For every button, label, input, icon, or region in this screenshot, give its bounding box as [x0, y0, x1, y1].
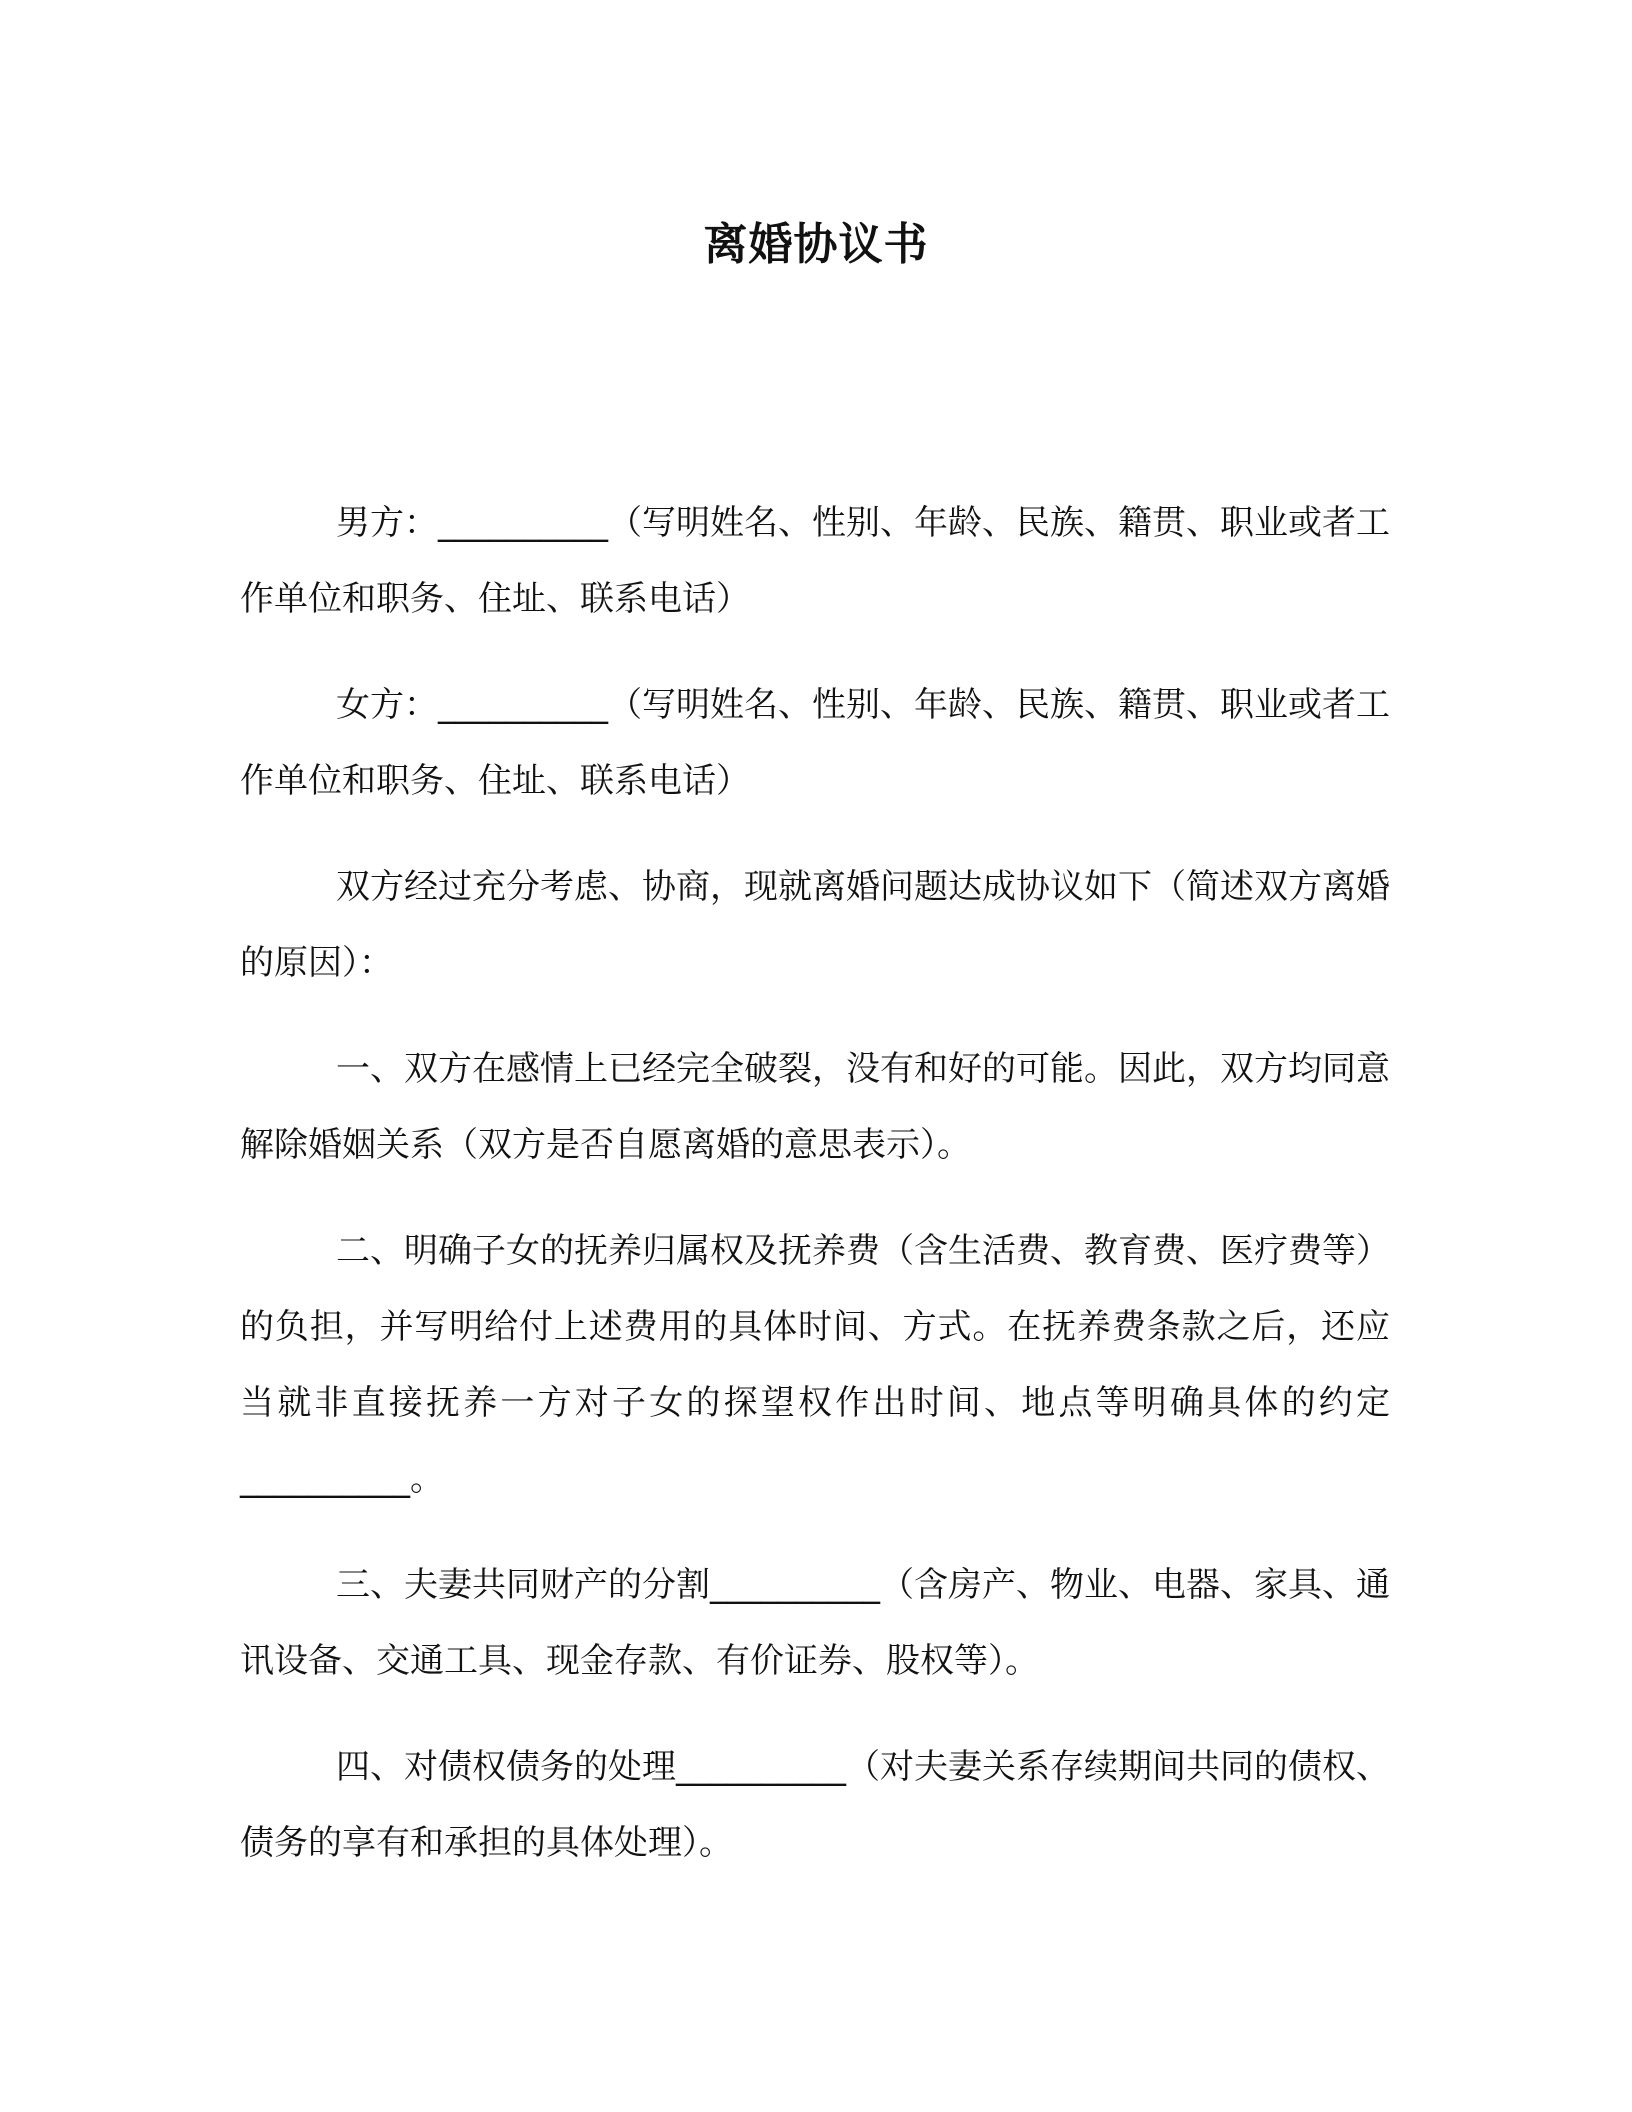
document-title: 离婚协议书 [703, 219, 929, 270]
document-body [240, 485, 1390, 1911]
paragraph-female-party: 女方：__________（写明姓名、性别、年龄、民族、籍贯、职业或者工作单位和职务、住址、联系电话） [240, 685, 1390, 801]
paragraph-clause-2: 二、明确子女的抚养归属权及抚养费（含生活费、教育费、医疗费等）的负担，并写明给付上述费用的具体时间、方式。在抚养费条款之后，还应当就非直接抚养一方对子女的探望权作出时间、地点等明确具体的约定__________。 [240, 1231, 1390, 1499]
paragraph-agreement-intro: 双方经过充分考虑、协商，现就离婚问题达成协议如下（简述双方离婚的原因）： [240, 867, 1390, 983]
paragraph-male-party: 男方：__________（写明姓名、性别、年龄、民族、籍贯、职业或者工作单位和职务、住址、联系电话） [240, 503, 1390, 619]
paragraph-clause-4: 四、对债权债务的处理__________（对夫妻关系存续期间共同的债权、债务的享有和承担的具体处理）。 [240, 1747, 1390, 1863]
paragraph-clause-3: 三、夫妻共同财产的分割__________（含房产、物业、电器、家具、通讯设备、交通工具、现金存款、有价证券、股权等）。 [240, 1565, 1390, 1681]
paragraph-clause-1: 一、双方在感情上已经完全破裂，没有和好的可能。因此，双方均同意解除婚姻关系（双方是否自愿离婚的意思表示）。 [240, 1049, 1390, 1165]
